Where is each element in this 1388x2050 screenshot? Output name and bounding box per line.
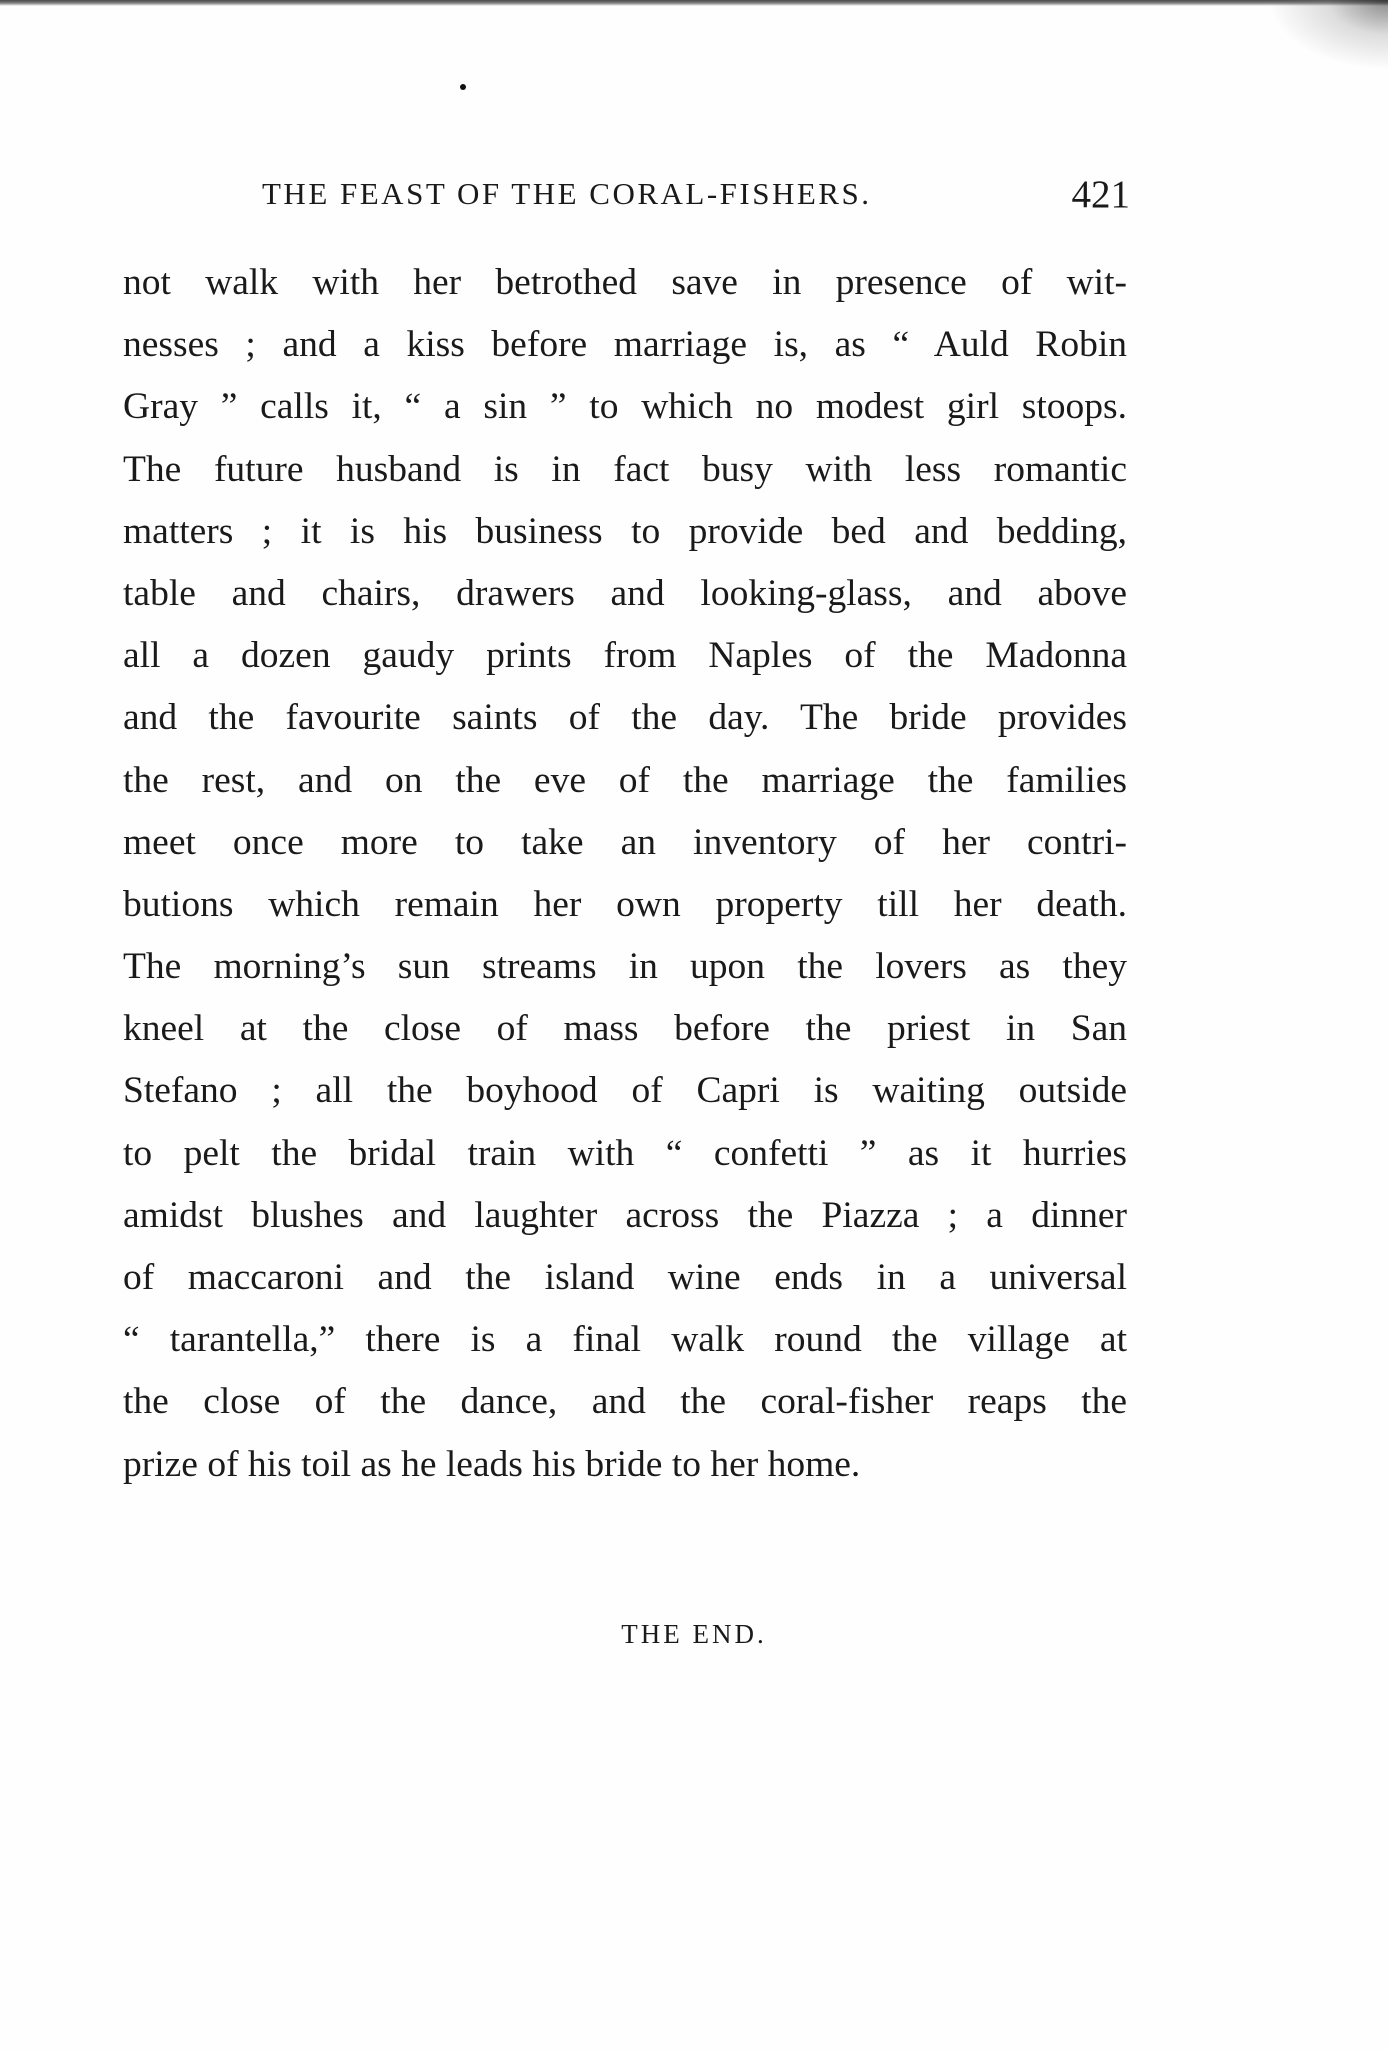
text-line: butions which remain her own property till her death. bbox=[123, 883, 1127, 925]
text-line: nesses ; and a kiss before marriage is, as “ Auld Robin bbox=[123, 324, 1127, 366]
text-line: and the favourite saints of the day. The bride provides bbox=[123, 697, 1127, 739]
text-line: The morning’s sun streams in upon the lovers as they bbox=[123, 946, 1127, 988]
text-line: Gray ” calls it, “ a sin ” to which no modest girl stoops. bbox=[123, 386, 1127, 428]
ink-speck bbox=[460, 84, 466, 90]
text-line: matters ; it is his business to provide bed and bedding, bbox=[123, 510, 1127, 552]
scan-top-edge bbox=[0, 0, 1388, 6]
page-header bbox=[262, 172, 1130, 222]
text-line: of maccaroni and the island wine ends in a universal bbox=[123, 1257, 1127, 1298]
text-line: the close of the dance, and the coral-fisher reaps the bbox=[123, 1381, 1127, 1423]
text-line: kneel at the close of mass before the priest in San bbox=[123, 1008, 1127, 1050]
text-line: all a dozen gaudy prints from Naples of the Madonna bbox=[123, 635, 1127, 677]
text-line: to pelt the bridal train with “ confetti ” as it hurries bbox=[123, 1132, 1127, 1174]
text-line: meet once more to take an inventory of her contri- bbox=[123, 821, 1127, 863]
text-line: not walk with her betrothed save in presence of wit- bbox=[123, 262, 1127, 303]
text-line: amidst blushes and laughter across the Piazza ; a dinner bbox=[123, 1194, 1127, 1236]
page-number: 421 bbox=[1071, 173, 1130, 216]
text-line: The future husband is in fact busy with less romantic bbox=[123, 448, 1127, 490]
running-title: THE FEAST OF THE CORAL-FISHERS. bbox=[262, 176, 872, 211]
text-line: Stefano ; all the boyhood of Capri is waiting outside bbox=[123, 1070, 1127, 1112]
body-paragraph bbox=[123, 252, 1127, 1496]
text-line: the rest, and on the eve of the marriage the families bbox=[123, 759, 1127, 801]
text-line-last: prize of his toil as he leads his bride to her home. bbox=[123, 1443, 861, 1485]
text-line: “ tarantella,” there is a final walk round the village at bbox=[123, 1319, 1127, 1361]
text-line: table and chairs, drawers and looking-glass, and above bbox=[123, 572, 1127, 614]
the-end-marker: THE END. bbox=[621, 1619, 767, 1649]
scan-corner-smudge bbox=[1268, 0, 1388, 70]
